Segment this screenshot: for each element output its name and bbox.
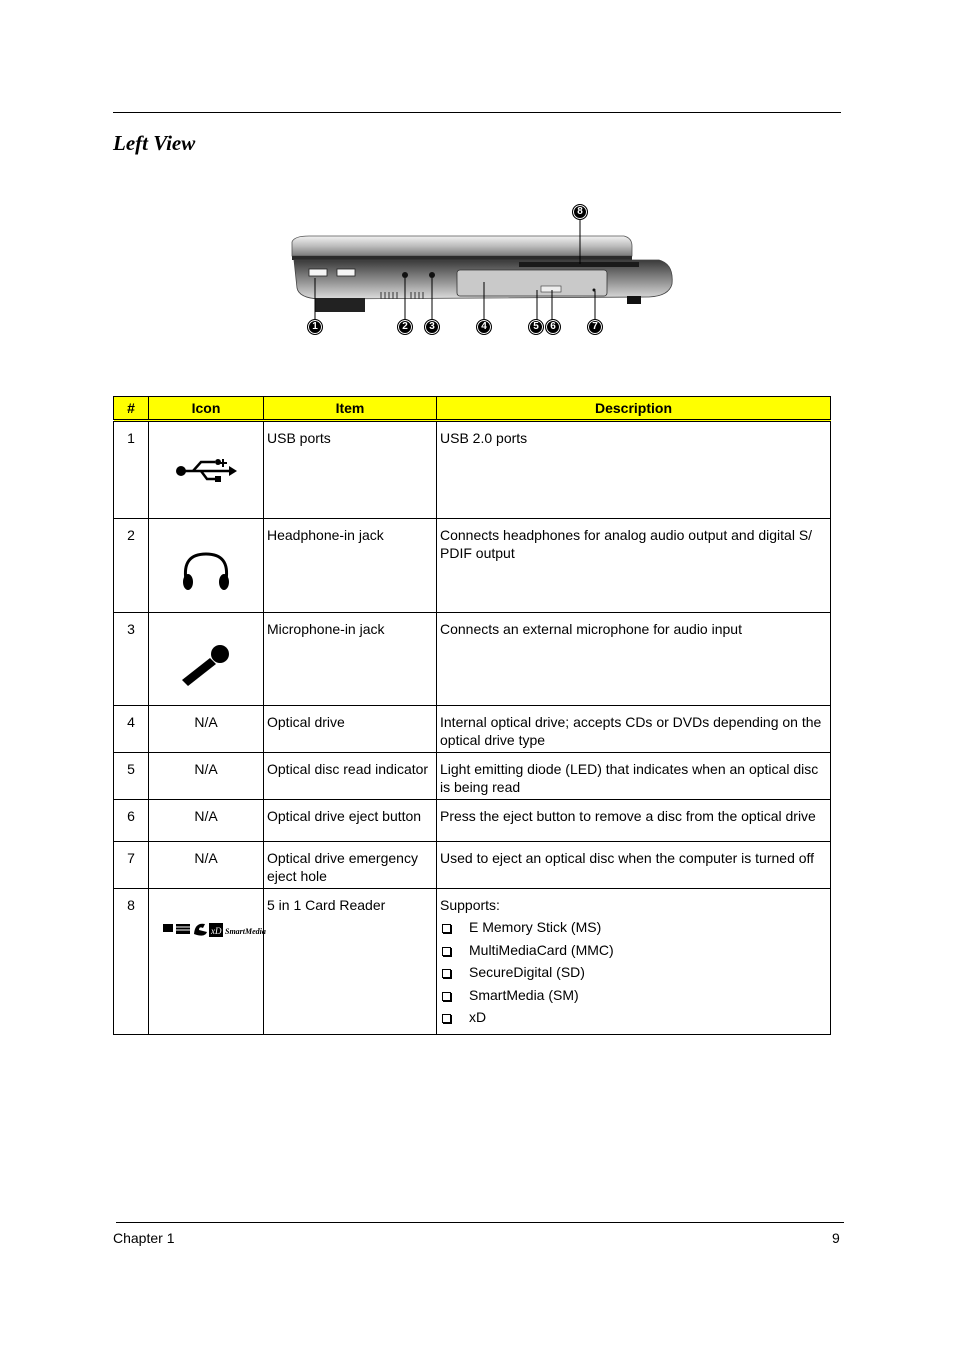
col-header-num: # [114, 397, 149, 421]
description-cell: USB 2.0 ports [437, 421, 831, 519]
checkbox-bullet-icon [442, 969, 451, 978]
description-cell: Connects headphones for analog audio output and digital S/ PDIF output [437, 519, 831, 613]
item-cell: Optical drive emergency eject hole [264, 842, 437, 889]
icon-cell: N/A [149, 800, 264, 842]
item-cell: Optical drive eject button [264, 800, 437, 842]
callout-4: 4 [476, 319, 492, 335]
icon-cell [149, 519, 264, 613]
icon-cell [149, 889, 264, 1035]
checkbox-bullet-icon [442, 992, 451, 1001]
footer-page-number: 9 [832, 1230, 840, 1246]
footer-chapter: Chapter 1 [113, 1230, 175, 1246]
description-cell: Light emitting diode (LED) that indicates when an optical disc is being read [437, 753, 831, 800]
callout-8: 8 [572, 204, 588, 220]
checkbox-bullet-icon [442, 924, 451, 933]
row-number: 6 [114, 800, 149, 842]
row-number: 1 [114, 421, 149, 519]
list-item-label: SecureDigital (SD) [469, 964, 585, 980]
spec-table [113, 396, 831, 1035]
section-title: Left View [113, 131, 196, 155]
card-logos-icon [161, 920, 266, 940]
footer-rule [116, 1222, 844, 1223]
table-row [114, 842, 831, 889]
list-item-label: xD [469, 1009, 487, 1025]
row-number: 3 [114, 613, 149, 706]
row-number: 4 [114, 706, 149, 753]
col-header-icon: Icon [149, 397, 264, 421]
icon-cell: N/A [149, 842, 264, 889]
description-cell [437, 889, 831, 1035]
icon-cell: N/A [149, 753, 264, 800]
row-number: 7 [114, 842, 149, 889]
supports-label: Supports: [440, 897, 500, 913]
callout-3: 3 [424, 319, 440, 335]
list-item [440, 918, 827, 941]
callout-1: 1 [307, 319, 323, 335]
svg-text:SmartMedia: SmartMedia [225, 927, 266, 936]
table-row [114, 800, 831, 842]
table-row [114, 889, 831, 1035]
usb-icon [175, 457, 237, 483]
list-item [440, 941, 827, 964]
checkbox-bullet-icon [442, 1014, 451, 1023]
table-header-row [114, 397, 831, 421]
list-item-label: SmartMedia (SM) [469, 986, 579, 1003]
microphone-icon [180, 644, 232, 686]
headphones-icon [180, 550, 232, 592]
col-header-item: Item [264, 397, 437, 421]
list-item-label: E Memory Stick (MS) [469, 919, 602, 935]
list-item [440, 986, 827, 1009]
table-row [114, 706, 831, 753]
list-item-label: MultiMediaCard (MMC) [469, 941, 614, 958]
table-row [114, 421, 831, 519]
header-rule [113, 112, 841, 113]
icon-cell [149, 613, 264, 706]
callout-5: 5 [528, 319, 544, 335]
item-cell: USB ports [264, 421, 437, 519]
row-number: 8 [114, 889, 149, 1035]
supports-list [440, 918, 827, 1031]
icon-cell: N/A [149, 706, 264, 753]
table-row [114, 519, 831, 613]
table-row [114, 613, 831, 706]
callout-2: 2 [397, 319, 413, 335]
description-cell: Connects an external microphone for audio input [437, 613, 831, 706]
callout-6: 6 [545, 319, 561, 335]
icon-cell [149, 421, 264, 519]
item-cell: 5 in 1 Card Reader [264, 889, 437, 1035]
list-item [440, 1008, 827, 1031]
row-number: 5 [114, 753, 149, 800]
item-cell: Microphone-in jack [264, 613, 437, 706]
svg-text:xD: xD [211, 926, 222, 936]
item-cell: Optical drive [264, 706, 437, 753]
description-cell: Used to eject an optical disc when the computer is turned off [437, 842, 831, 889]
item-cell: Headphone-in jack [264, 519, 437, 613]
row-number: 2 [114, 519, 149, 613]
description-cell: Internal optical drive; accepts CDs or DVDs depending on the optical drive type [437, 706, 831, 753]
description-cell: Press the eject button to remove a disc from the optical drive [437, 800, 831, 842]
list-item [440, 963, 827, 986]
col-header-description: Description [437, 397, 831, 421]
callout-7: 7 [587, 319, 603, 335]
table-row [114, 753, 831, 800]
checkbox-bullet-icon [442, 947, 451, 956]
item-cell: Optical disc read indicator [264, 753, 437, 800]
